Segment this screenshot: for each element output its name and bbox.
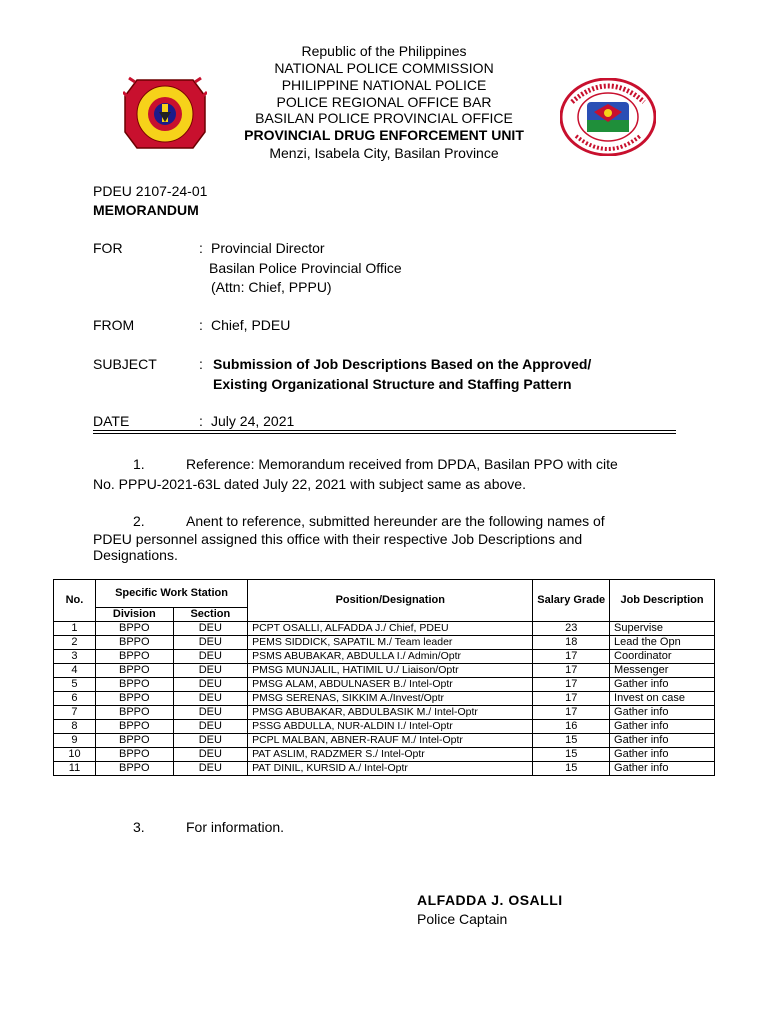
row-salary-grade: 15 — [533, 762, 610, 776]
row-position: PSMS ABUBAKAR, ABDULLA I./ Admin/Optr — [248, 650, 533, 664]
row-salary-grade: 17 — [533, 664, 610, 678]
row-job-description: Gather info — [610, 734, 715, 748]
row-position: PAT ASLIM, RADZMER S./ Intel-Optr — [248, 748, 533, 762]
row-job-description: Invest on case — [610, 692, 715, 706]
para-1-line-2: No. PPPU-2021-63L dated July 22, 2021 with subject same as above. — [93, 476, 526, 492]
row-section: DEU — [173, 706, 247, 720]
para-2-line-2: PDEU personnel assigned this office with their respective Job Descriptions and — [93, 531, 583, 547]
header-unit-name: PROVINCIAL DRUG ENFORCEMENT UNIT — [244, 127, 524, 143]
row-job-description: Messenger — [610, 664, 715, 678]
col-header-position: Position/Designation — [248, 580, 533, 622]
para-2-line-1: Anent to reference, submitted hereunder are the following names of — [186, 513, 605, 529]
row-number: 7 — [54, 706, 96, 720]
memo-number: PDEU 2107-24-01 — [93, 183, 208, 199]
row-salary-grade: 17 — [533, 692, 610, 706]
row-division: BPPO — [95, 636, 173, 650]
row-position: PMSG ALAM, ABDULNASER B./ Intel-Optr — [248, 678, 533, 692]
divider-rule-bottom — [93, 433, 676, 434]
table-row — [54, 706, 715, 720]
row-section: DEU — [173, 636, 247, 650]
row-salary-grade: 15 — [533, 748, 610, 762]
para-1-number: 1. — [133, 456, 145, 472]
row-number: 10 — [54, 748, 96, 762]
header-pnp: PHILIPPINE NATIONAL POLICE — [281, 77, 487, 93]
row-number: 9 — [54, 734, 96, 748]
for-colon: : — [199, 240, 203, 256]
row-job-description: Coordinator — [610, 650, 715, 664]
table-row — [54, 636, 715, 650]
row-position: PCPL MALBAN, ABNER-RAUF M./ Intel-Optr — [248, 734, 533, 748]
row-section: DEU — [173, 678, 247, 692]
row-job-description: Gather info — [610, 748, 715, 762]
row-section: DEU — [173, 692, 247, 706]
row-position: PAT DINIL, KURSID A./ Intel-Optr — [248, 762, 533, 776]
row-division: BPPO — [95, 622, 173, 636]
row-salary-grade: 17 — [533, 650, 610, 664]
row-section: DEU — [173, 720, 247, 734]
col-header-job-description: Job Description — [610, 580, 715, 622]
row-job-description: Supervise — [610, 622, 715, 636]
header-republic: Republic of the Philippines — [301, 43, 467, 59]
table-row — [54, 664, 715, 678]
row-job-description: Gather info — [610, 720, 715, 734]
table-row — [54, 748, 715, 762]
row-division: BPPO — [95, 706, 173, 720]
row-job-description: Gather info — [610, 678, 715, 692]
row-salary-grade: 18 — [533, 636, 610, 650]
para-2-number: 2. — [133, 513, 145, 529]
header-address: Menzi, Isabela City, Basilan Province — [269, 145, 499, 161]
divider-rule-top — [93, 430, 676, 431]
row-section: DEU — [173, 748, 247, 762]
table-row — [54, 650, 715, 664]
row-salary-grade: 16 — [533, 720, 610, 734]
row-number: 8 — [54, 720, 96, 734]
for-line-3: (Attn: Chief, PPPU) — [211, 279, 332, 295]
for-line-1: Provincial Director — [211, 240, 325, 256]
col-header-station: Specific Work Station — [95, 580, 247, 608]
from-label: FROM — [93, 317, 135, 333]
table-row — [54, 678, 715, 692]
row-job-description: Lead the Opn — [610, 636, 715, 650]
row-salary-grade: 17 — [533, 706, 610, 720]
for-label: FOR — [93, 240, 123, 256]
from-colon: : — [199, 317, 203, 333]
row-section: DEU — [173, 734, 247, 748]
col-header-section: Section — [173, 608, 247, 622]
row-number: 4 — [54, 664, 96, 678]
row-number: 5 — [54, 678, 96, 692]
row-division: BPPO — [95, 692, 173, 706]
date-label: DATE — [93, 413, 130, 429]
row-number: 1 — [54, 622, 96, 636]
row-salary-grade: 23 — [533, 622, 610, 636]
subject-line-1: Submission of Job Descriptions Based on the Approved/ — [213, 356, 592, 372]
para-2-line-3: Designations. — [93, 547, 178, 563]
date-value: July 24, 2021 — [211, 413, 295, 429]
row-division: BPPO — [95, 734, 173, 748]
row-section: DEU — [173, 664, 247, 678]
signatory-name: ALFADDA J. OSALLI — [417, 892, 563, 908]
signatory-rank: Police Captain — [417, 911, 508, 927]
para-3-number: 3. — [133, 819, 145, 835]
row-division: BPPO — [95, 650, 173, 664]
for-line-2: Basilan Police Provincial Office — [209, 260, 402, 276]
col-header-division: Division — [95, 608, 173, 622]
row-position: PCPT OSALLI, ALFADDA J./ Chief, PDEU — [248, 622, 533, 636]
row-position: PSSG ABDULLA, NUR-ALDIN I./ Intel-Optr — [248, 720, 533, 734]
row-salary-grade: 15 — [533, 734, 610, 748]
row-position: PMSG MUNJALIL, HATIMIL U./ Liaison/Optr — [248, 664, 533, 678]
memo-title: MEMORANDUM — [93, 202, 199, 218]
row-position: PMSG SERENAS, SIKKIM A./Invest/Optr — [248, 692, 533, 706]
subject-label: SUBJECT — [93, 356, 157, 372]
row-division: BPPO — [95, 762, 173, 776]
row-position: PEMS SIDDICK, SAPATIL M./ Team leader — [248, 636, 533, 650]
row-division: BPPO — [95, 678, 173, 692]
row-division: BPPO — [95, 748, 173, 762]
table-row — [54, 720, 715, 734]
row-number: 6 — [54, 692, 96, 706]
row-section: DEU — [173, 650, 247, 664]
row-number: 2 — [54, 636, 96, 650]
table-row — [54, 762, 715, 776]
subject-line-2: Existing Organizational Structure and Staffing Pattern — [213, 376, 572, 392]
para-3-text: For information. — [186, 819, 285, 835]
table-row — [54, 622, 715, 636]
para-1-line-1: Reference: Memorandum received from DPDA, Basilan PPO with cite — [186, 456, 618, 472]
header-napolcom: NATIONAL POLICE COMMISSION — [274, 60, 494, 76]
personnel-table — [53, 579, 715, 776]
row-section: DEU — [173, 762, 247, 776]
row-division: BPPO — [95, 664, 173, 678]
subject-colon: : — [199, 356, 203, 372]
row-section: DEU — [173, 622, 247, 636]
row-job-description: Gather info — [610, 706, 715, 720]
header-regional-office: POLICE REGIONAL OFFICE BAR — [276, 94, 492, 110]
col-header-salary-grade: Salary Grade — [533, 580, 610, 622]
col-header-no: No. — [54, 580, 96, 622]
table-row — [54, 734, 715, 748]
row-salary-grade: 17 — [533, 678, 610, 692]
from-value: Chief, PDEU — [211, 317, 291, 333]
row-position: PMSG ABUBAKAR, ABDULBASIK M./ Intel-Optr — [248, 706, 533, 720]
row-number: 3 — [54, 650, 96, 664]
table-row — [54, 692, 715, 706]
date-colon: : — [199, 413, 203, 429]
header-provincial-office: BASILAN POLICE PROVINCIAL OFFICE — [255, 110, 513, 126]
row-number: 11 — [54, 762, 96, 776]
row-division: BPPO — [95, 720, 173, 734]
row-job-description: Gather info — [610, 762, 715, 776]
